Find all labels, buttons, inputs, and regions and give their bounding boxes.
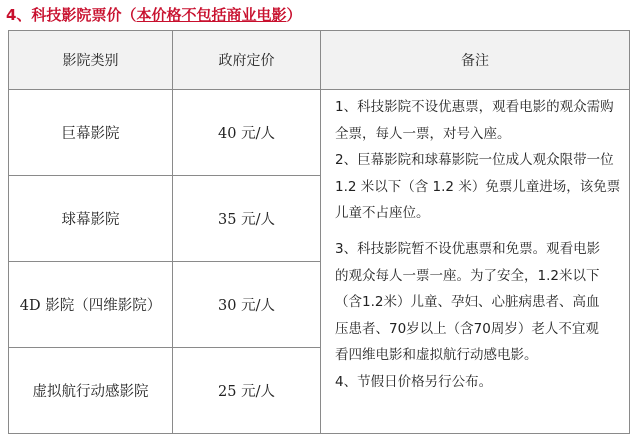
cinema-price: 40 元/人 — [173, 90, 321, 176]
note-line: 儿童不占座位。 — [335, 205, 430, 221]
price-table — [8, 30, 630, 434]
note-line: 压患者、70岁以上（含70周岁）老人不宜观 — [335, 320, 599, 337]
note-line: 1.2 米以下（含 1.2 米）免票儿童进场，该免票 — [335, 178, 621, 195]
note-line: 2、巨幕影院和球幕影院一位成人观众限带一位 — [335, 152, 614, 168]
cinema-type: 虚拟航行动感影院 — [9, 348, 173, 434]
heading-paren-body: 本价格不包括商业电影 — [136, 6, 287, 24]
heading-paren-close: ） — [286, 6, 302, 24]
cinema-type: 球幕影院 — [9, 176, 173, 262]
note-line: 1、科技影院不设优惠票，观看电影的观众需购 — [335, 99, 614, 115]
table-row — [9, 90, 630, 176]
note-line: 3、科技影院暂不设优惠票和免票。观看电影 — [335, 241, 601, 257]
header-row — [9, 31, 630, 90]
section-heading — [6, 4, 302, 25]
cinema-price: 30 元/人 — [173, 262, 321, 348]
cinema-type: 巨幕影院 — [9, 90, 173, 176]
cinema-price: 35 元/人 — [173, 176, 321, 262]
notes-cell — [321, 90, 630, 434]
note-line: 全票，每人一票，对号入座。 — [335, 125, 511, 142]
notes-lower — [335, 236, 631, 395]
header-notes: 备注 — [321, 31, 630, 90]
note-line: 的观众每人一票一座。为了安全，1.2米以下 — [335, 267, 600, 284]
notes-upper — [335, 94, 631, 227]
heading-paren-open: （ — [121, 6, 137, 24]
header-price: 政府定价 — [173, 31, 321, 90]
heading-prefix: 4、科技影院票价 — [6, 6, 122, 24]
header-type: 影院类别 — [9, 31, 173, 90]
note-line: 4、节假日价格另行公布。 — [335, 373, 493, 390]
note-line: （含1.2米）儿童、孕妇、心脏病患者、高血 — [335, 294, 600, 310]
cinema-price: 25 元/人 — [173, 348, 321, 434]
cinema-type: 4D 影院（四维影院） — [9, 262, 173, 348]
note-line: 看四维电影和虚拟航行动感电影。 — [335, 347, 538, 363]
